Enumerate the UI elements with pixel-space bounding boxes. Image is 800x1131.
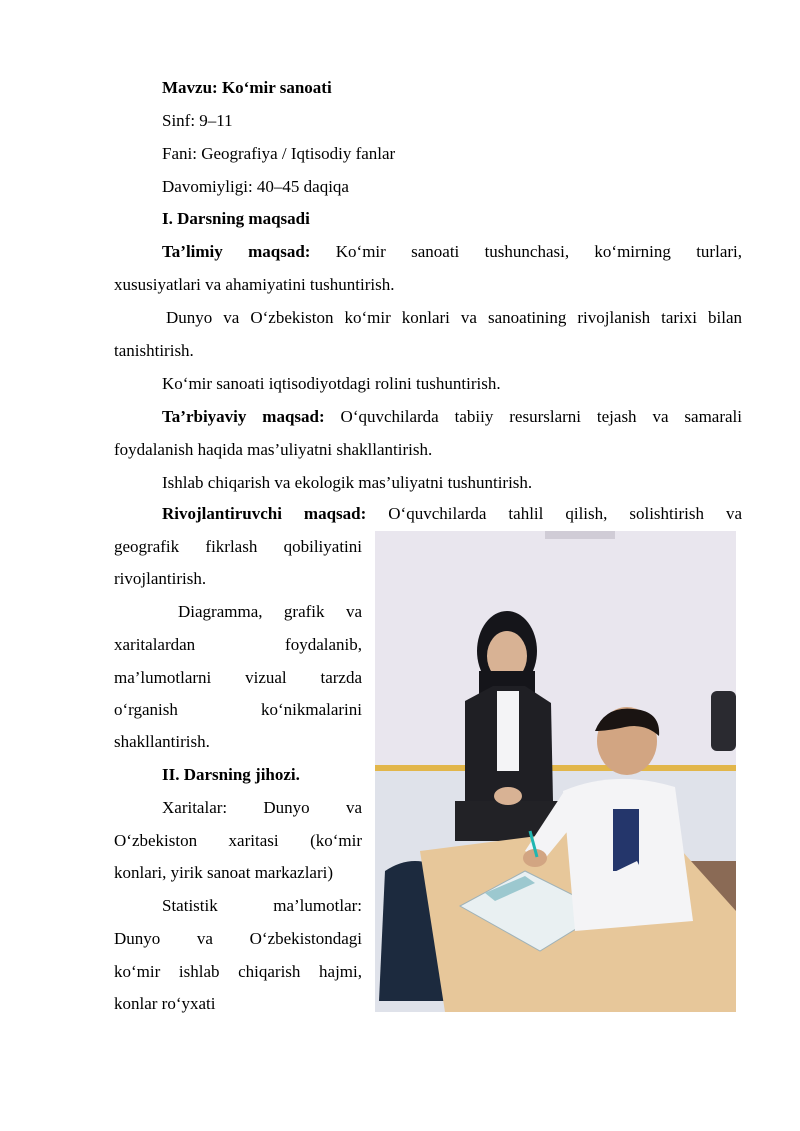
stats-line: Statistik ma’lumotlar: [162, 896, 362, 915]
maps-line: konlari, yirik sanoat markazlari) [114, 863, 334, 882]
lesson-duration: Davomiyligi: 40–45 daqiqa [162, 177, 349, 196]
stats-line: konlar ro‘yxati [114, 994, 216, 1013]
wall-stripe [375, 765, 736, 771]
diagram-paragraph-line: ma’lumotlarni vizual tarzda [114, 668, 362, 687]
educational-goal-label: Ta’limiy maqsad: [162, 242, 311, 261]
lesson-subject: Fani: Geografiya / Iqtisodiy fanlar [162, 144, 396, 163]
stats-line: ko‘mir ishlab chiqarish hajmi, [114, 962, 362, 981]
history-paragraph-line2: tanishtirish. [114, 341, 194, 360]
diagram-paragraph-line: shakllantirish. [114, 732, 210, 751]
upbringing-goal-label: Ta’rbiyaviy maqsad: [162, 407, 325, 426]
diagram-paragraph-line: Diagramma, grafik va [178, 602, 362, 621]
educational-goal-text: Ko‘mir sanoati tushunchasi, ko‘mirning turlari, [335, 242, 742, 261]
educational-goal-line1 [162, 241, 742, 263]
developmental-goal-label: Rivojlantiruvchi maqsad: [162, 504, 367, 523]
developmental-goal-line3: rivojlantirish. [114, 569, 207, 588]
maps-line: O‘zbekiston xaritasi (ko‘mir [114, 831, 362, 850]
developmental-goal-line2: geografik fikrlash qobiliyatini [114, 537, 362, 556]
upbringing-goal-line1 [162, 406, 742, 428]
classroom-photo [375, 531, 736, 1012]
ecology-paragraph: Ishlab chiqarish va ekologik mas’uliyatni tushuntirish. [162, 473, 533, 492]
educational-goal-line2: xususiyatlari va ahamiyatini tushuntirish. [114, 275, 395, 294]
upbringing-goal-text: O‘quvchilarda tabiiy resurslarni tejash va samarali [340, 407, 742, 426]
history-paragraph-line1: Dunyo va O‘zbekiston ko‘mir konlari va sanoatining rivojlanish tarixi bilan [166, 308, 742, 327]
section-heading-goals: I. Darsning maqsadi [162, 209, 310, 228]
diagram-paragraph-line: xaritalardan foydalanib, [114, 635, 362, 654]
stats-line: Dunyo va O‘zbekistondagi [114, 929, 362, 948]
lesson-topic: Mavzu: Ko‘mir sanoati [162, 78, 332, 97]
developmental-goal-text: O‘quvchilarda tahlil qilish, solishtirish va [388, 504, 743, 523]
hanging-bag [711, 691, 736, 751]
economy-role-paragraph: Ko‘mir sanoati iqtisodiyotdagi rolini tushuntirish. [162, 374, 501, 393]
upbringing-goal-line2: foydalanish haqida mas’uliyatni shakllantirish. [114, 440, 433, 459]
developmental-goal-line1 [162, 503, 742, 525]
section-heading-equipment: II. Darsning jihozi. [162, 765, 300, 784]
diagram-paragraph-line: o‘rganish ko‘nikmalarini [114, 700, 362, 719]
ceiling-fixture [545, 531, 615, 539]
lesson-grade: Sinf: 9–11 [162, 111, 233, 130]
maps-line: Xaritalar: Dunyo va [162, 798, 362, 817]
